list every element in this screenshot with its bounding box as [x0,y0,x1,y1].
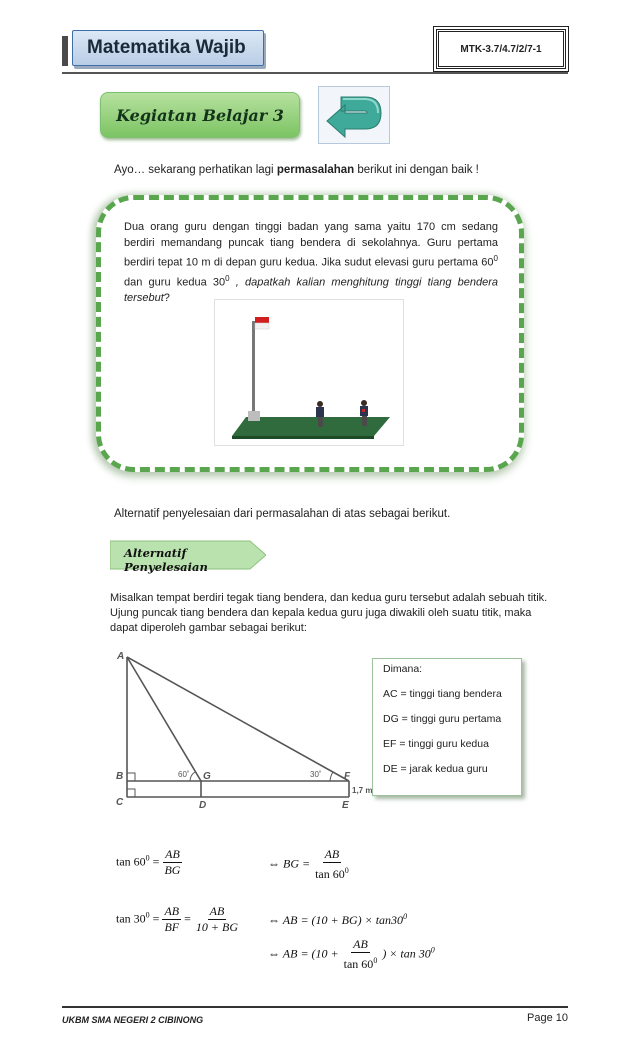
point-d-label: D [199,800,207,811]
legend-title: Dimana: [383,663,423,675]
header-accent-bar [62,36,68,66]
height-label: 1,7 m [352,786,372,795]
alternative-description: Misalkan tempat berdiri tegak tiang bendera, dan kedua guru tersebut adalah sebuah titik. Ujung puncak tiang bendera dan kepala kedua guru juga diwakili oleh suatu titik, maka dapat diperoleh gambar sebagai berikut: [110,592,548,634]
equation-tan60: $\tan 60^0$ = $\frac{AB}{BG}$ [116,847,181,877]
legend-item: AC = tinggi tiang bendera [383,688,502,700]
point-c-label: C [116,797,124,808]
legend-box [372,658,522,796]
point-a-label: A [117,651,125,662]
legend-item: EF = tinggi guru kedua [383,738,489,750]
solution-banner [110,537,266,573]
footer-school: UKBM SMA NEGERI 2 CIBINONG [62,1015,204,1025]
subject-title: Matematika Wajib [72,30,264,66]
footer-divider [62,1006,568,1008]
header-divider [62,72,568,74]
equation-ab-2: ⇔ AB = (10 + $\frac{AB}{\tan 60^0}$ ) × $\tan 30^0$ [268,937,435,971]
legend-item: DG = tinggi guru pertama [383,713,502,725]
equation-bg: ⇔ BG = $\frac{AB}{\tan 60^0}$ [268,847,349,881]
solution-banner-label: Alternatif Penyelesaian [124,546,208,574]
u-turn-arrow-icon [318,86,390,144]
activity-banner: Kegiatan Belajar 3 [100,92,300,138]
angle-60-label: 60˚ [178,770,190,779]
flagpole-scene-illustration [214,299,404,446]
alternative-intro: Alternatif penyelesaian dari permasalahan di atas sebagai berikut. [114,508,451,520]
point-g-label: G [203,771,211,782]
point-e-label: E [342,800,349,811]
page-number: Page 10 [527,1012,568,1024]
point-b-label: B [116,771,124,782]
equation-tan30: $\tan 30^0$ = $\frac{AB}{BF}$ = $\frac{AB}{10 + BG}$ [116,904,238,934]
legend-item: DE = jarak kedua guru [383,763,488,775]
intro-text: Ayo… sekarang perhatikan lagi permasalahan berikut ini dengan baik ! [114,164,479,176]
problem-text: Dua orang guru dengan tinggi badan yang sama yaitu 170 cm sedang berdiri memandang puncak tiang bendera di sekolahnya. Guru pertama berdiri tepat 10 m di depan guru kedua. Jika sudut elevasi guru pertama $60^0$ dan guru kedua $30^0$ , dapatkah kalian menghitung tinggi tiang bendera tersebut? [124,221,498,305]
geometry-figure [112,645,372,815]
module-code: MTK-3.7/4.7/2/7-1 [436,29,566,69]
angle-30-label: 30˚ [310,770,322,779]
equation-ab-1: ⇔ AB = $(10 + BG) \times \tan 30^0$ [268,912,408,927]
point-f-label: F [344,771,351,782]
